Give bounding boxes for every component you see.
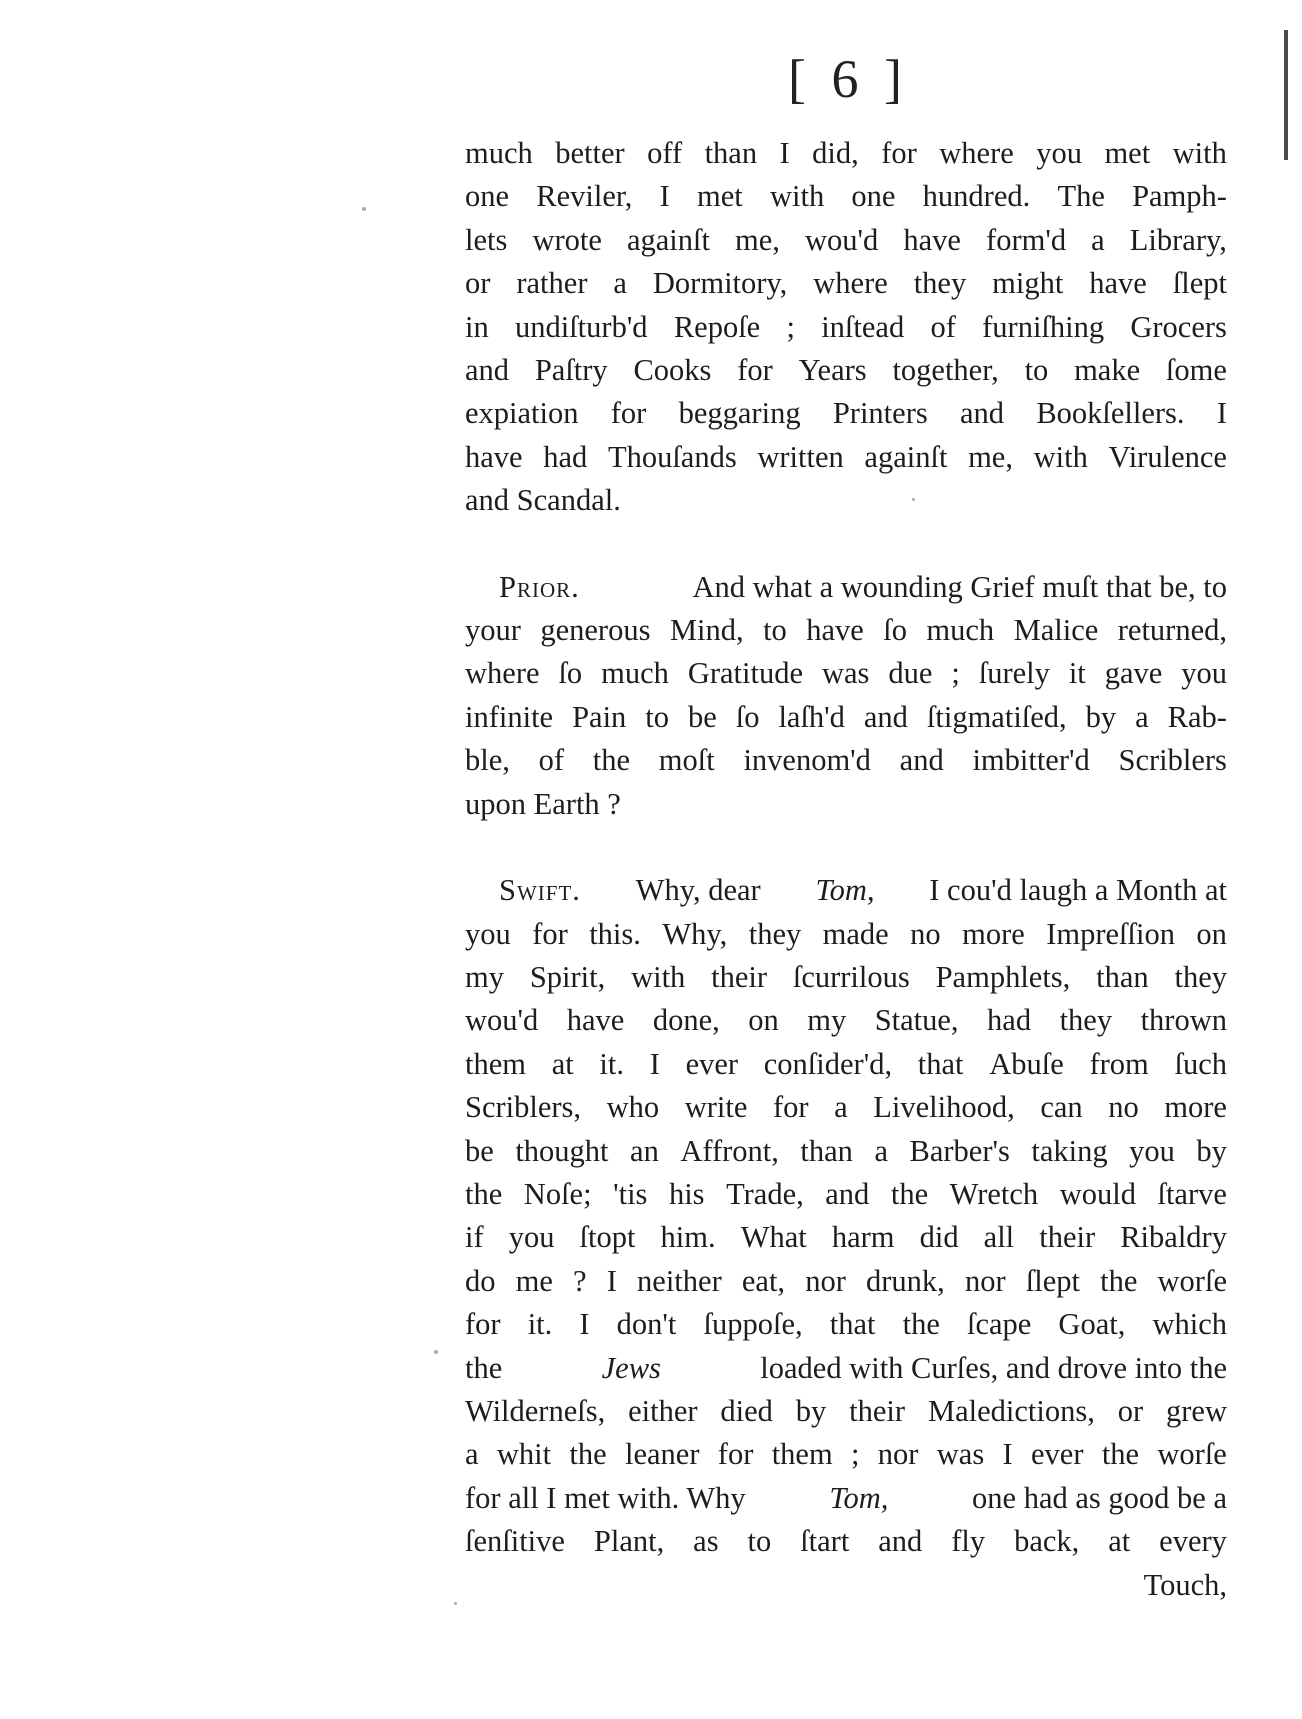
text-line: ſenſitive Plant, as to ſtart and fly back, at every: [465, 1524, 1227, 1559]
text-span: Why, dear: [635, 873, 761, 908]
text-line: and Paſtry Cooks for Years together, to make ſome: [465, 353, 1227, 388]
text-line: wou'd have done, on my Statue, had they thrown: [465, 1003, 1227, 1038]
text-span: for all I met with. Why: [465, 1480, 746, 1515]
text-line: much better off than I did, for where you met with: [465, 136, 1227, 170]
text-line: upon Earth ?: [465, 786, 621, 821]
text-line-speaker: [465, 566, 1227, 609]
text-line: in undiſturb'd Repoſe ; inſtead of furniſhing Grocers: [465, 309, 1227, 344]
text-line: expiation for beggaring Printers and Bookſellers. I: [465, 396, 1227, 431]
text-line: my Spirit, with their ſcurrilous Pamphlets, than they: [465, 959, 1227, 994]
scan-speck: [912, 498, 915, 501]
text-line-speaker: [465, 869, 1227, 912]
text-line: do me ? I neither eat, nor drunk, nor ſlept the worſe: [465, 1263, 1227, 1298]
scan-speck: [454, 1602, 457, 1605]
text-line: ble, of the moſt invenom'd and imbitter'd Scriblers: [465, 743, 1227, 778]
italic-word: Jews: [601, 1350, 661, 1385]
scan-speck: [362, 207, 366, 211]
text-line: be thought an Affront, than a Barber's taking you by: [465, 1133, 1227, 1168]
italic-name: Tom,: [829, 1480, 889, 1515]
speaker-name: Prior.: [499, 569, 580, 604]
text-span: loaded with Curſes, and drove into the: [760, 1350, 1227, 1385]
text-span: And what a wounding Grief muſt that be, to: [692, 569, 1227, 604]
text-line: your generous Mind, to have ſo much Malice returned,: [465, 613, 1227, 648]
text-line: the Noſe; 'tis his Trade, and the Wretch would ſtarve: [465, 1176, 1227, 1211]
text-line: you for this. Why, they made no more Impreſſion on: [465, 916, 1227, 951]
catchword: Touch,: [1143, 1567, 1227, 1602]
text-line: have had Thouſands written againſt me, with Virulence: [465, 439, 1227, 474]
page-edge-shadow: [1284, 30, 1288, 160]
text-span: I cou'd laugh a Month at: [929, 873, 1227, 908]
scan-speck: [434, 1350, 438, 1354]
italic-name: Tom,: [815, 873, 875, 908]
text-line: infinite Pain to be ſo laſh'd and ſtigmatiſed, by a Rab-: [465, 699, 1227, 734]
text-line: if you ſtopt him. What harm did all their Ribaldry: [465, 1220, 1227, 1255]
text-line: or rather a Dormitory, where they might have ſlept: [465, 266, 1227, 301]
speaker-name: Swift.: [499, 873, 581, 908]
paragraph-1: [465, 132, 1227, 523]
page-number: [ 6 ]: [788, 49, 908, 109]
text-line: Scriblers, who write for a Livelihood, can no more: [465, 1090, 1227, 1125]
text-line: lets wrote againſt me, wou'd have form'd a Library,: [465, 222, 1227, 257]
text-line: where ſo much Gratitude was due ; ſurely it gave you: [465, 656, 1227, 691]
text-span: the: [465, 1350, 503, 1385]
paragraph-3: [465, 869, 1227, 1607]
text-block: [465, 132, 1227, 1607]
text-line: a whit the leaner for them ; nor was I ever the worſe: [465, 1437, 1227, 1472]
text-span: one had as good be a: [972, 1480, 1227, 1515]
text-line: them at it. I ever conſider'd, that Abuſe from ſuch: [465, 1046, 1227, 1081]
text-line: Wilderneſs, either died by their Maledictions, or grew: [465, 1393, 1227, 1428]
text-line: and Scandal.: [465, 483, 621, 518]
text-line-jews: [465, 1347, 1227, 1390]
text-line-tom: [465, 1477, 1227, 1520]
paragraph-2: [465, 566, 1227, 826]
text-line: one Reviler, I met with one hundred. The Pamph-: [465, 179, 1227, 214]
text-line: for it. I don't ſuppoſe, that the ſcape Goat, which: [465, 1307, 1227, 1342]
